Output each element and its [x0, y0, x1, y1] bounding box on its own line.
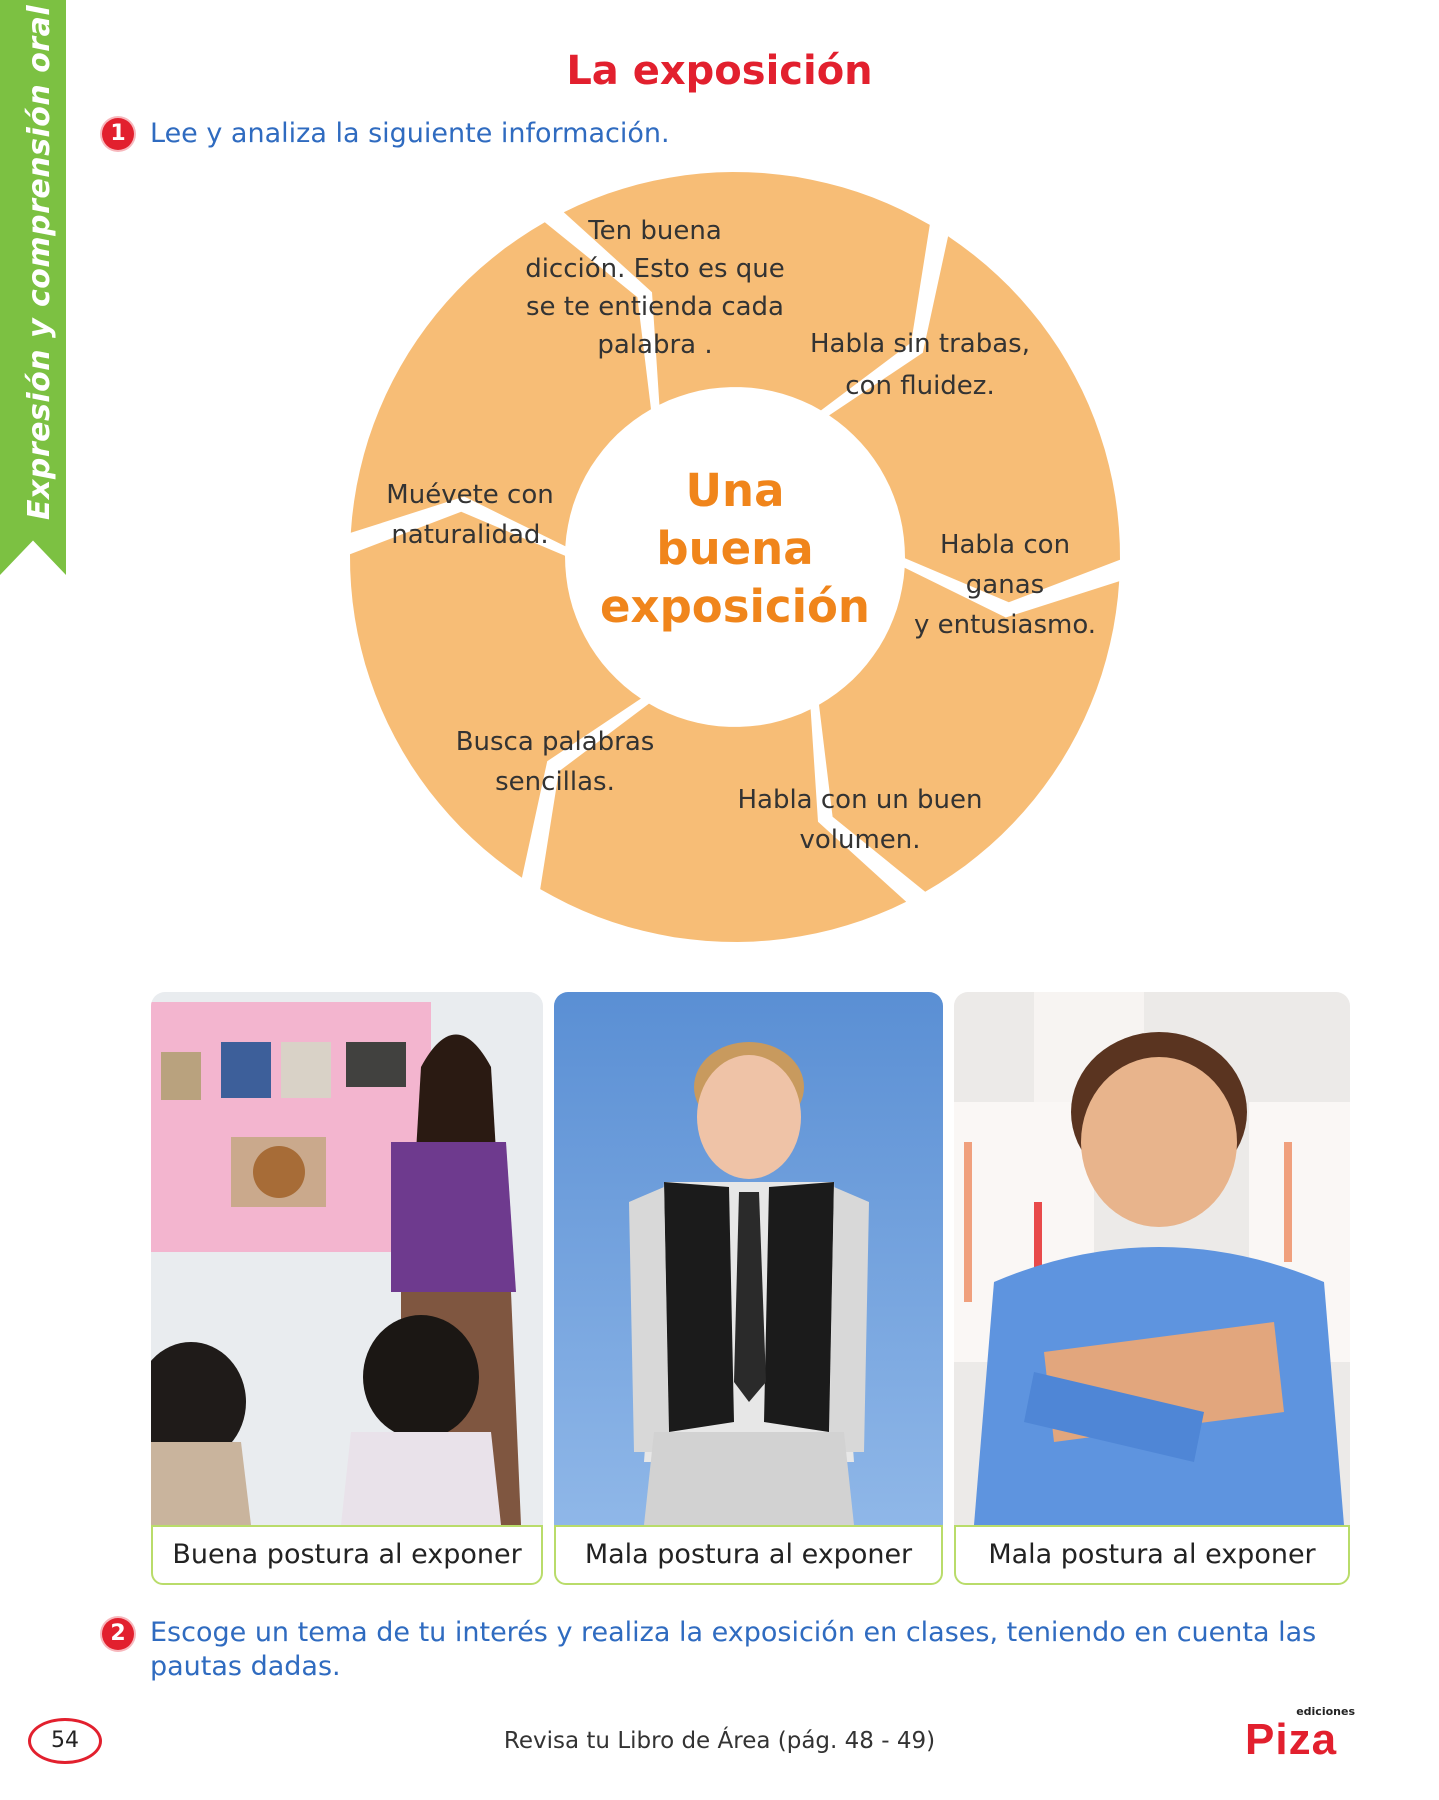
segment-text-volume: Habla con un buen volumen.: [737, 785, 983, 855]
activity-2-number: 2: [102, 1618, 134, 1650]
logo-wordmark: Piza: [1245, 1715, 1338, 1764]
footer-reference-note: Revisa tu Libro de Área (pág. 48 - 49): [503, 1728, 936, 1754]
segment-text-fluency: Habla sin trabas, con fluidez.: [810, 329, 1030, 401]
logo-subtitle: ediciones: [1296, 1705, 1355, 1718]
photo-girl-presenting: [151, 992, 543, 1525]
caption-photo-2: Mala postura al exponer: [554, 1525, 943, 1585]
caption-photo-3: Mala postura al exponer: [954, 1525, 1350, 1585]
activity-1-instruction: Lee y analiza la siguiente información.: [150, 118, 670, 149]
caption-photo-1: Buena postura al exponer: [151, 1525, 543, 1585]
activity-2-instruction: Escoge un tema de tu interés y realiza la exposición en clases, teniendo en cuenta las pautas dadas.: [150, 1617, 1317, 1682]
segment-text-movement: Muévete con naturalidad.: [386, 480, 554, 550]
segment-text-diction: Ten buena dicción. Esto es que se te entienda cada palabra .: [525, 216, 785, 360]
section-label: Expresión y comprensión oral: [22, 4, 57, 520]
activity-1-number: 1: [102, 118, 134, 150]
segment-text-enthusiasm: Habla con ganas y entusiasmo.: [913, 530, 1097, 640]
page-number: 54: [28, 1718, 102, 1764]
publisher-logo: [1245, 1705, 1355, 1767]
photo-boy-arms-crossed: [954, 992, 1350, 1525]
page-title: La exposición: [566, 48, 873, 94]
segment-text-simple-words: Busca palabras sencillas.: [455, 727, 655, 797]
diagram-center-title: Una buena exposición: [600, 464, 870, 633]
photo-boy-hands-in-pockets: [554, 992, 943, 1525]
